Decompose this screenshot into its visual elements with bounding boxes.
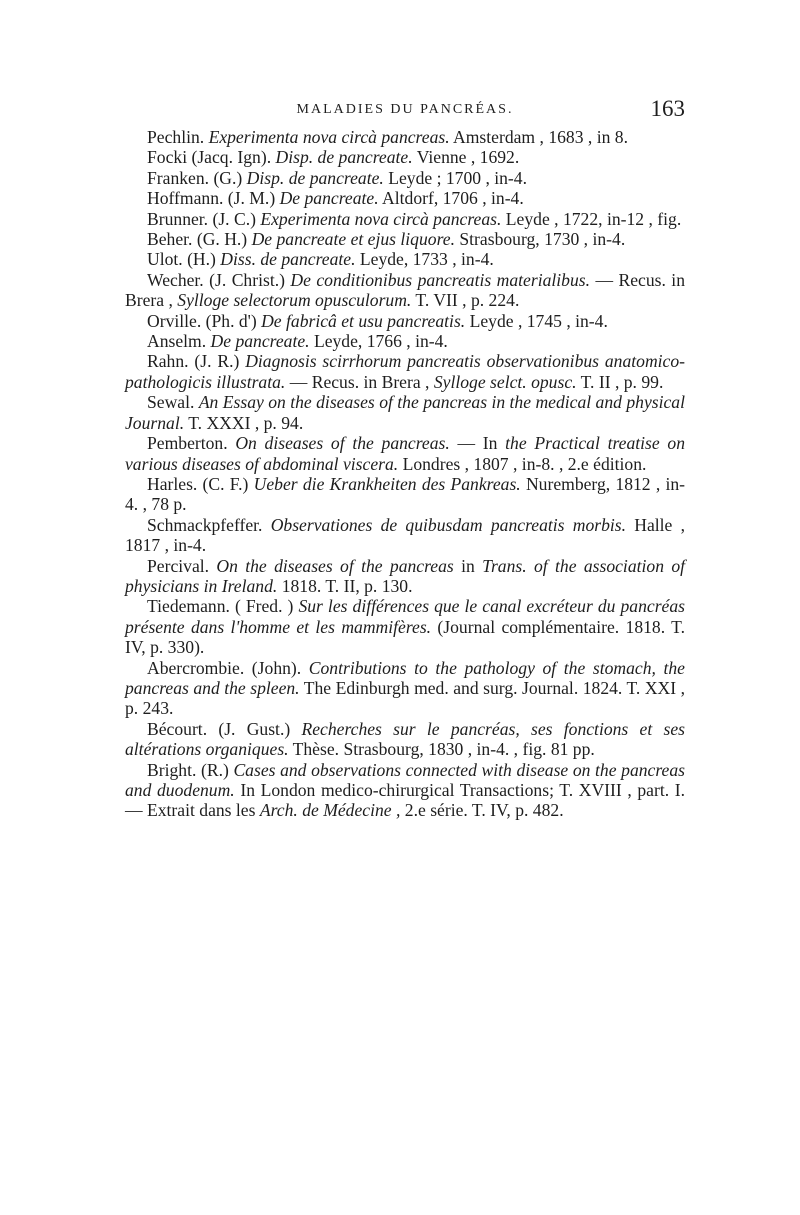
bibliography-entry	[125, 515, 685, 556]
entry-author: Anselm.	[147, 331, 211, 352]
entry-author: Ulot. (H.)	[147, 249, 221, 270]
bibliography-entry	[125, 209, 685, 229]
entry-details: in	[453, 555, 483, 576]
entry-details: Halle , 1817 , in-4.	[125, 514, 686, 556]
entry-author: Percival.	[147, 555, 217, 576]
entry-author: Pechlin.	[147, 127, 209, 147]
entry-title: De pancreate et ejus liquore.	[251, 229, 455, 250]
entry-author: Schmackpfeffer.	[147, 514, 271, 535]
entry-details: Altdorf, 1706 , in-4.	[378, 188, 524, 209]
entry-author: Sewal.	[147, 392, 199, 413]
bibliography-entry	[125, 168, 685, 188]
entry-title: Observationes de quibusdam pancreatis morbis.	[270, 514, 627, 535]
entry-title: Diss. de pancreate.	[220, 249, 356, 270]
entry-title: Cases and observations connected with disease on the pancreas and duodenum.	[125, 759, 685, 800]
entry-title: Contributions to the pathology of the stomach, the pancreas and the spleen.	[125, 657, 685, 698]
bibliography-entry	[125, 351, 685, 392]
bibliography-entry	[125, 474, 685, 515]
entry-details-secondary: T. VII , p. 224.	[411, 290, 520, 311]
entry-title: An Essay on the diseases of the pancreas in the medical and physical Journal.	[125, 392, 685, 433]
entry-details: — Recus. in Brera ,	[285, 371, 434, 392]
entry-details: (Journal complémentaire. 1818. T. IV, p. 330).	[125, 616, 685, 658]
entry-title: Experimenta nova circà pancreas.	[208, 127, 450, 147]
entry-author: Bright. (R.)	[147, 759, 234, 780]
entry-author: Pemberton.	[147, 433, 236, 454]
bibliography-entry	[125, 658, 685, 719]
entry-title: De fabricâ et usu pancreatis.	[261, 310, 466, 331]
entry-details: — In	[449, 433, 506, 454]
entry-author: Brunner. (J. C.)	[147, 208, 261, 229]
entry-details: T. XXXI , p. 94.	[184, 412, 304, 433]
entry-title: Recherches sur le pancréas, ses fonctions et ses altérations organiques.	[125, 718, 685, 760]
entry-title: Experimenta nova circà pancreas.	[260, 208, 502, 229]
entry-details-secondary: T. II , p. 99.	[576, 371, 664, 392]
entry-details: Leyde , 1745 , in-4.	[465, 310, 608, 331]
entry-details-secondary: Londres , 1807 , in-8. , 2.e édition.	[398, 453, 647, 474]
entry-title: De conditionibus pancreatis materialibus.	[290, 269, 590, 290]
bibliography-entry	[125, 188, 685, 208]
bibliography-entry	[125, 392, 685, 433]
entry-title: Disp. de pancreate.	[246, 167, 384, 188]
entry-title: Ueber die Krankheiten des Pankreas.	[253, 473, 521, 494]
entry-title: On diseases of the pancreas.	[235, 433, 450, 454]
entry-author: Harles. (C. F.)	[147, 473, 254, 494]
entry-title: De pancreate.	[279, 188, 379, 209]
bibliography-entry	[125, 229, 685, 249]
bibliography-entry	[125, 270, 685, 311]
entry-details: In London medico-chirurgical Transactions; T. XVIII , part. I. — Extrait dans les	[125, 780, 686, 821]
entry-author: Hoffmann. (J. M.)	[147, 188, 280, 209]
entry-title-secondary: Sylloge selct. opusc.	[433, 371, 577, 392]
bibliography-entry	[125, 331, 685, 351]
entry-author: Abercrombie. (John).	[147, 657, 309, 678]
bibliography-entry	[125, 147, 685, 167]
entry-details: Nuremberg, 1812 , in-4. , 78 p.	[125, 473, 686, 515]
entry-author: Rahn. (J. R.)	[147, 351, 246, 372]
bibliography-entry	[125, 596, 685, 657]
entry-title-secondary: the Practical treatise on various diseases of abdominal viscera.	[125, 433, 685, 474]
entry-author: Orville. (Ph. d')	[147, 310, 262, 331]
entry-details: Leyde , 1722, in-12 , fig.	[501, 208, 682, 229]
entry-details-secondary: 1818. T. II, p. 130.	[277, 575, 413, 596]
entry-author: Franken. (G.)	[147, 167, 247, 188]
entry-title: Sur les différences que le canal excréteur du pancréas présente dans l'homme et les mammifères.	[125, 596, 685, 637]
bibliography-entry	[125, 127, 685, 147]
entry-details: Strasbourg, 1730 , in-4.	[454, 229, 626, 250]
entry-details-secondary: 2.e série. T. IV, p. 482.	[400, 800, 564, 821]
bibliography-entry	[125, 556, 685, 597]
running-title: MALADIES DU PANCRÉAS.	[296, 102, 514, 117]
entry-title: Diagnosis scirrhorum pancreatis observationibus anatomico-pathologicis illustrata.	[125, 351, 686, 392]
entry-title-secondary: Arch. de Médecine ,	[259, 800, 401, 821]
entry-details: Leyde, 1733 , in-4.	[355, 249, 494, 270]
page-header	[125, 96, 685, 126]
bibliography-entry	[125, 311, 685, 331]
bibliography-entry	[125, 249, 685, 269]
entry-details: — Recus. in Brera ,	[125, 269, 685, 311]
entry-author: Tiedemann. ( Fred. )	[147, 596, 299, 617]
entry-details: Amsterdam , 1683 , in 8.	[449, 127, 628, 147]
bibliography-entry	[125, 433, 685, 474]
entry-title-secondary: Trans. of the association of physicians in Ireland.	[125, 555, 686, 596]
entry-author: Wecher. (J. Christ.)	[147, 269, 291, 290]
entry-details: The Edinburgh med. and surg. Journal. 1824. T. XXI , p. 243.	[125, 677, 685, 719]
entry-title: Disp. de pancreate.	[275, 147, 413, 168]
bibliography-list	[125, 127, 685, 821]
entry-details: Thèse. Strasbourg, 1830 , in-4. , fig. 81 pp.	[288, 739, 595, 760]
entry-title: On the diseases of the pancreas	[216, 555, 454, 576]
entry-title-secondary: Sylloge selectorum opusculorum.	[177, 290, 412, 311]
bibliography-entry	[125, 760, 685, 821]
page-number: 163	[650, 96, 685, 121]
entry-details: Vienne , 1692.	[412, 147, 520, 168]
entry-author: Focki (Jacq. Ign).	[147, 147, 276, 168]
entry-author: Beher. (G. H.)	[147, 229, 252, 250]
entry-details: Leyde, 1766 , in-4.	[309, 331, 448, 352]
bibliography-entry	[125, 719, 685, 760]
entry-details: Leyde ; 1700 , in-4.	[383, 167, 527, 188]
entry-author: Bécourt. (J. Gust.)	[147, 718, 302, 739]
entry-title: De pancreate.	[210, 331, 310, 352]
